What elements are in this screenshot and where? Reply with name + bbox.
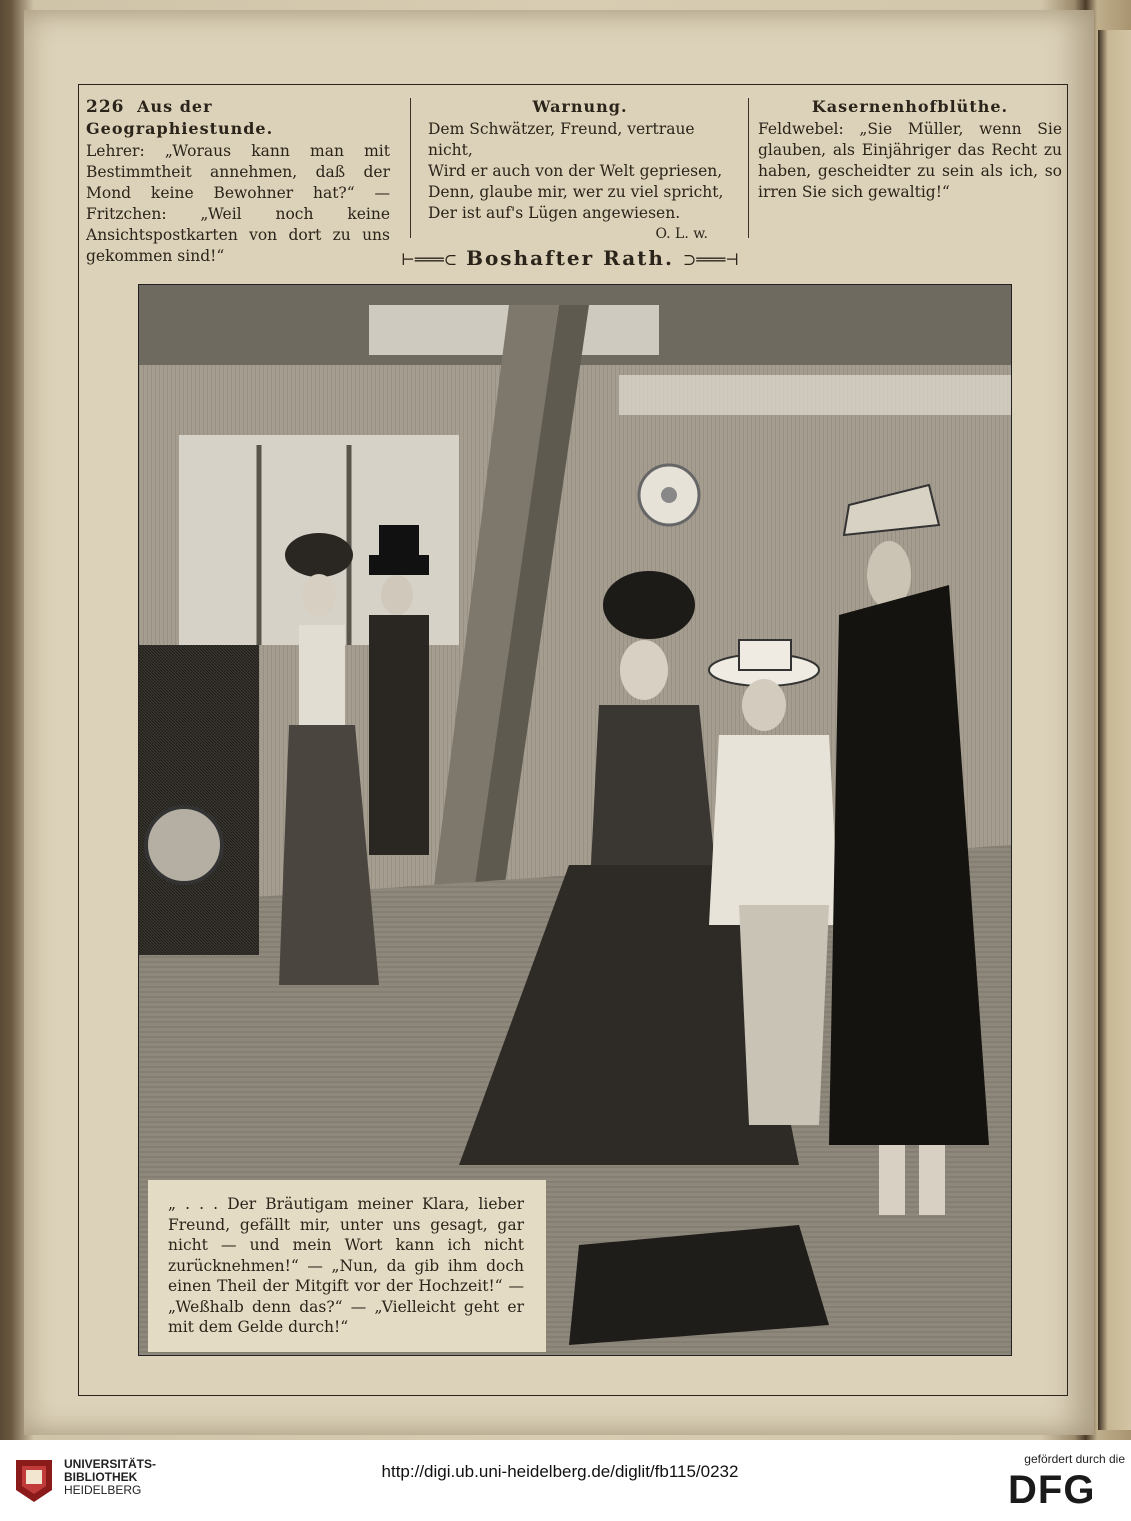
viewer-footer (0, 1440, 1131, 1521)
column-text: Feldwebel: „Sie Müller, wenn Sie glauben, als Einjähriger das Recht zu haben, gescheidter zu sein als ich, so irren Sie sich gewaltig!“ (758, 120, 1062, 201)
ornament-right-icon: ⊃═══⊣ (682, 250, 739, 269)
column-geographiestunde (86, 96, 390, 267)
document-url[interactable]: http://digi.ub.uni-heidelberg.de/diglit/fb115/0232 (381, 1462, 739, 1481)
column-text: Lehrer: „Woraus kann man mit Bestimmtheit annehmen, daß der Mond keine Bewohner hat?“ — Fritzchen: „Weil noch keine Ansichtspostkarten von dort zu uns gekommen sind!“ (86, 142, 390, 265)
column-heading: Kasernenhofblüthe. (811, 97, 1009, 116)
illustration-caption: „ . . . Der Bräutigam meiner Klara, lieber Freund, gefällt mir, unter uns gesagt, gar nicht — und mein Wort kann ich nicht zurücknehmen!“ — „Nun, da gib ihm doch einen Theil der Mitgift vor der Hochzeit!“ — „Weßhalb denn das?“ — „Vielleicht geht er mit dem Gelde durch!“ (148, 1180, 546, 1352)
column-heading: Warnung. (532, 97, 628, 116)
sponsor-text: gefördert durch die (1024, 1452, 1125, 1466)
illustration-title: ⊢═══⊂ Boshafter Rath. ⊃═══⊣ (401, 246, 739, 270)
library-name[interactable]: UNIVERSITÄTS- BIBLIOTHEK HEIDELBERG (64, 1457, 157, 1497)
dfg-logo[interactable]: DFG (1008, 1468, 1096, 1512)
poem-line: Wird er auch von der Welt gepriesen, (428, 162, 723, 180)
ornament-left-icon: ⊢═══⊂ (401, 250, 458, 269)
signature: O. L. w. (655, 226, 708, 242)
next-page-edge (1098, 30, 1131, 1430)
poem-line: Der ist auf's Lügen angewiesen. (428, 204, 681, 222)
column-heading: Aus der Geographiestunde. (86, 97, 274, 138)
page-number: 226 (86, 97, 125, 117)
poem-line: Denn, glaube mir, wer zu viel spricht, (428, 183, 724, 201)
poem-line: Dem Schwätzer, Freund, vertraue nicht, (428, 120, 695, 159)
column-kasernenhofbluethe (758, 96, 1062, 203)
column-warnung (428, 96, 732, 245)
column-divider (748, 98, 749, 238)
column-divider (410, 98, 411, 238)
university-library-logo-icon[interactable] (12, 1456, 56, 1504)
